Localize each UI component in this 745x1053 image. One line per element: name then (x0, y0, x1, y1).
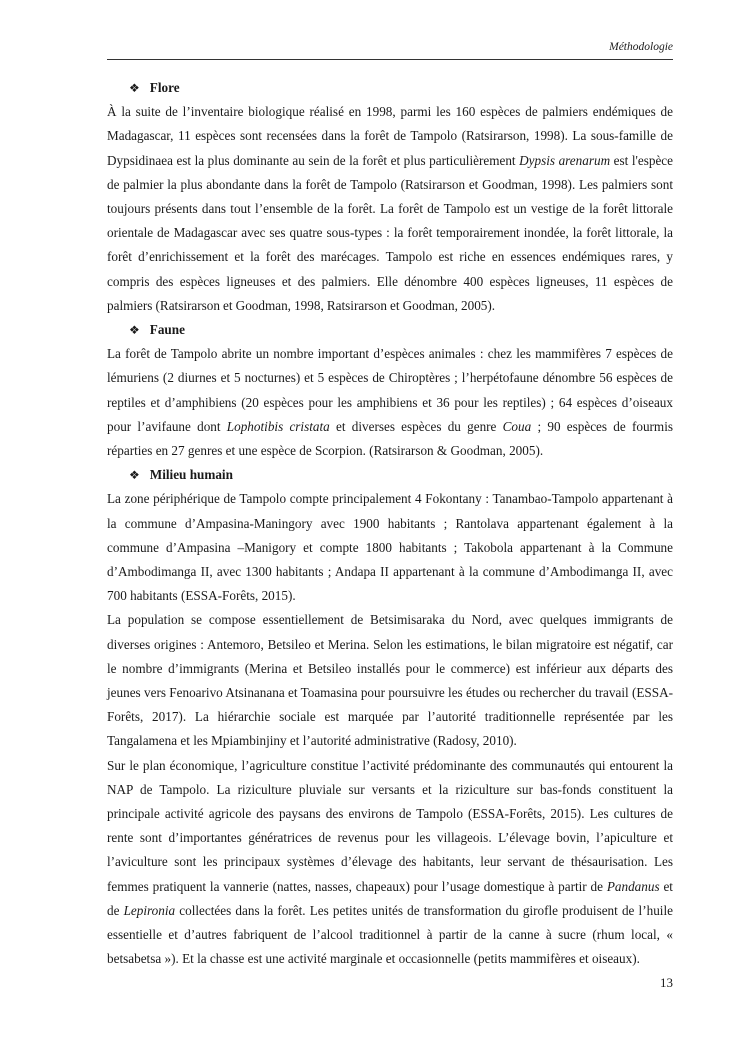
section-heading-text: Flore (149, 80, 180, 95)
diamond-bullet-icon: ❖ (129, 81, 140, 95)
text-run: Sur le plan économique, l’agriculture constitue l’activité prédominante des communautés qui entourent la NAP de Tampolo. La riziculture pluviale sur versants et la riziculture sur bas-fonds constituent la principale activité agricole des paysans des environs de Tampolo (ESSA-Forêts, 2015). Les cultures de rente sont d’importantes génératrices de revenus pour les villageois. L’élevage bovin, l’apiculture et l’aviculture sont les principaux systèmes d’élevage des habitants, leur servant de thésaurisation. Les femmes pratiquent la vannerie (nattes, nasses, chapeaux) pour l’usage domestique à partir de (107, 757, 673, 894)
text-run: La forêt de Tampolo abrite un nombre important d’espèces animales : chez les mammifères 7 espèces de lémuriens (2 diurnes et 5 nocturnes) et 5 espèces de Chiroptères ; l’herpétofaune dénombre 56 espèces de reptiles et d’amphibiens (20 espèces pour les amphibiens et 36 pour les reptiles) ; 64 espèces d’oiseaux pour l’avifaune dont (107, 346, 673, 434)
section-heading-text: Milieu humain (149, 467, 233, 483)
section-heading-text: Faune (149, 322, 185, 338)
paragraph-milieu-3 (107, 754, 673, 972)
paragraph-milieu-1: La zone périphérique de Tampolo compte principalement 4 Fokontany : Tanambao-Tampolo appartenant à la commune d’Ampasina-Maningory avec 1900 habitants ; Rantolava appartenant également à la commune d’Ampasina –Manigory et compte 1800 habitants ; Takobola appartenant à la Commune d’Ambodimanga II, avec 1300 habitants ; Andapa II appartenant à la commune d’Ambodimanga II, avec 700 habitants (ESSA-Forêts, 2015). (107, 491, 673, 604)
paragraph-milieu-2: La population se compose essentiellement de Betsimisaraka du Nord, avec quelques immigrants de diverses origines : Antemoro, Betsileo et Merina. Selon les estimations, le bilan migratoire est négatif, car le nombre d’immigrants (Merina et Betsileo installés pour le commerce) est inférieur aux départs des jeunes vers Fenoarivo Atsinanana et Toamasina pour poursuivre les études ou rechercher du travail (ESSA-Forêts, 2017). La hiérarchie sociale est marquée par l’autorité traditionnelle représentée par les Tangalamena et les Mpiambinjiny et l’autorité administrative (Radosy, 2010). (107, 612, 673, 749)
genus-name: Lepironia (123, 902, 176, 918)
text-run: ; 90 espèces de fourmis réparties en 27 genres et une espèce de Scorpion. (Ratsirarson & Goodman, 2005). (107, 418, 673, 459)
genus-name: Coua (502, 418, 532, 434)
section-heading-flore (129, 76, 673, 100)
diamond-bullet-icon: ❖ (129, 323, 140, 338)
page-body (107, 76, 673, 971)
section-heading-milieu-humain (129, 463, 673, 487)
header-rule (107, 59, 673, 60)
page-number: 13 (660, 975, 673, 990)
genus-name: Pandanus (606, 878, 660, 894)
text-run: collectées dans la forêt. Les petites unités de transformation du girofle produisent de l’huile essentielle et d’autres fabriquent de l’alcool traditionnel à partir de la canne à sucre (rhum local, « betsabetsa »). Et la chasse est une activité marginale et occasionnelle (petits mammifères et oiseaux). (107, 902, 673, 967)
text-run: À la suite de l’inventaire biologique réalisé en 1998, parmi les 160 espèces de palmiers endémiques de Madagascar, 11 espèces sont recensées dans la forêt de Tampolo (Ratsirarson, 1998). La sous-famille de Dypsidinaea est la plus dominante au sein de la forêt et plus particulièrement (107, 104, 673, 168)
section-heading-faune (129, 318, 673, 342)
text-run: et diverses espèces du genre (329, 418, 503, 434)
text-run: et de (107, 878, 673, 918)
species-name: Lophotibis cristata (226, 418, 330, 434)
text-run: est l'espèce de palmier la plus abondante dans la forêt de Tampolo (Ratsirarson et Goodman, 1998). Les palmiers sont toujours présents dans tout l’ensemble de la forêt. La forêt de Tampolo est un vestige de la forêt littorale orientale de Madagascar avec ses quatre sous-types : la forêt temporairement inondée, la forêt littorale, la forêt d’enrichissement et la forêt des marécages. Tampolo est riche en essences endémiques rares, y compris des espèces ligneuses et des palmiers. Elle dénombre 400 espèces ligneuses, 11 espèces de palmiers (Ratsirarson et Goodman, 1998, Ratsirarson et Goodman, 2005). (107, 152, 674, 313)
species-name: Dypsis arenarum (519, 152, 611, 168)
diamond-bullet-icon: ❖ (129, 468, 140, 483)
running-header-title: Méthodologie (609, 41, 673, 53)
paragraph-faune (107, 342, 673, 463)
paragraph-flore (107, 100, 673, 318)
